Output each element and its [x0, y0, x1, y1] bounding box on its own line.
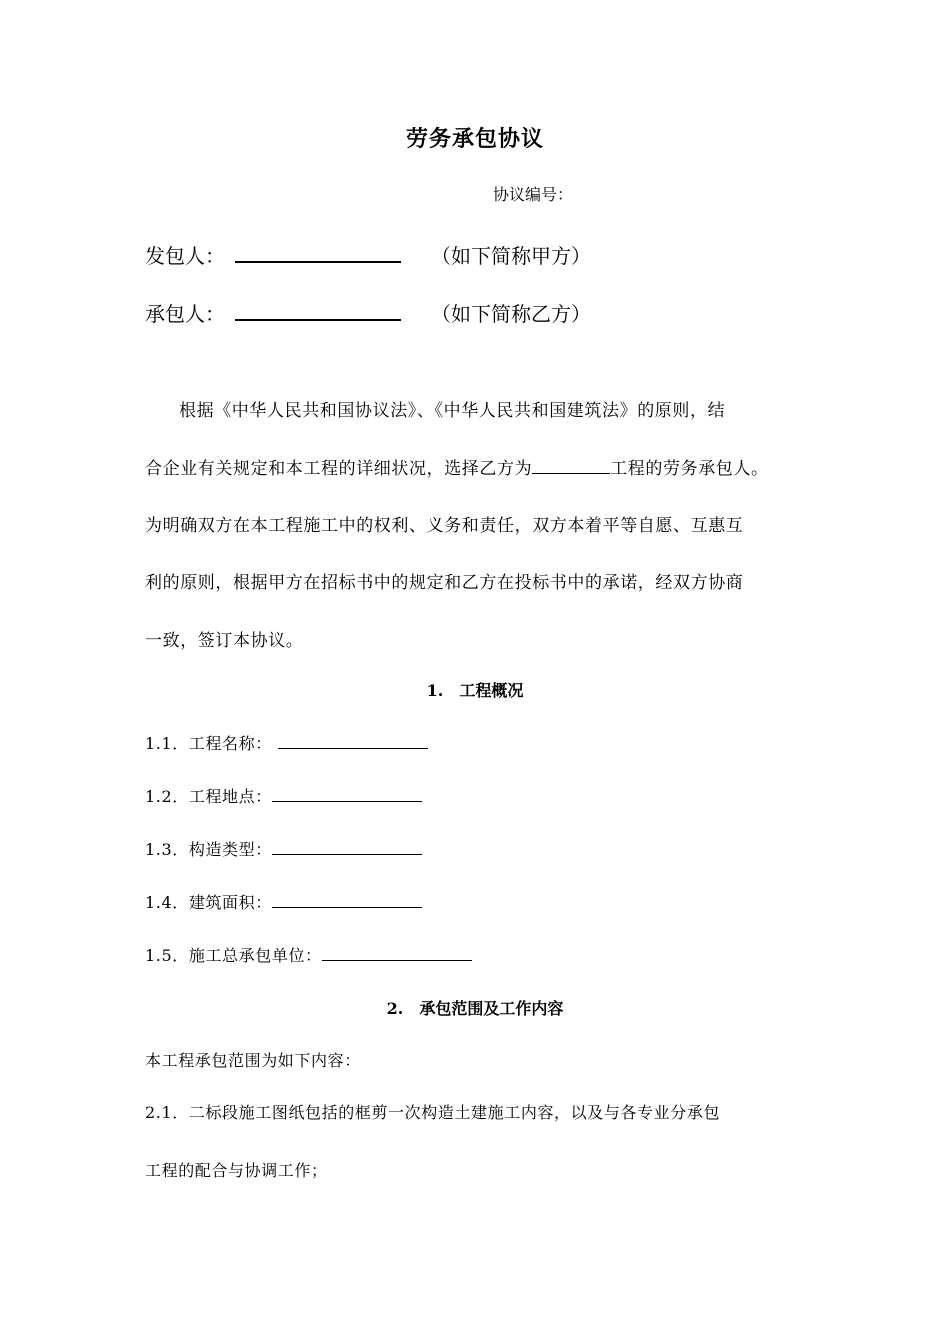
- item-1-2-label: 工程地点：: [188, 787, 272, 806]
- item-1-5: [145, 943, 472, 966]
- item-1-3-label: 构造类型：: [188, 840, 272, 859]
- preamble-line-3: 为明确双方在本工程施工中的权利、义务和责任，双方本着平等自愿、互惠互: [145, 516, 744, 536]
- party-b-note: （如下简称乙方）: [431, 302, 591, 326]
- item-1-1-label: 工程名称：: [188, 734, 272, 753]
- item-1-5-label: 施工总承包单位：: [188, 946, 322, 965]
- item-1-2-blank: [272, 785, 422, 802]
- section-2-heading: [0, 996, 950, 1019]
- item-1-4-label: 建筑面积：: [188, 893, 272, 912]
- section-2-intro: 本工程承包范围为如下内容：: [145, 1051, 361, 1070]
- agreement-number-label: 协议编号：: [493, 185, 574, 204]
- section-2-number: 2.: [386, 999, 404, 1018]
- preamble-line-1: 根据《中华人民共和国协议法》、《中华人民共和国建筑法》的原则，结: [179, 401, 726, 421]
- document-title: 劳务承包协议: [405, 126, 544, 152]
- preamble-line-2-end: 工程的劳务承包人。: [610, 459, 769, 479]
- party-b-label: 承包人：: [145, 302, 225, 326]
- party-a-blank: [235, 241, 401, 263]
- preamble-line-2-start: 合企业有关规定和本工程的详细状况，选择乙方为: [145, 459, 533, 479]
- item-1-5-blank: [322, 944, 472, 961]
- item-1-2: [145, 784, 422, 807]
- preamble-line-2: [145, 454, 769, 479]
- section-1-title: 工程概况: [459, 681, 524, 700]
- item-1-2-number: 1.2．: [145, 787, 189, 806]
- item-2-1-line-1: 2.1．二标段施工图纸包括的框剪一次构造土建施工内容，以及与各专业分承包: [145, 1103, 721, 1122]
- preamble-line-4: 利的原则，根据甲方在招标书中的规定和乙方在投标书中的承诺，经双方协商: [145, 573, 744, 593]
- section-1-heading: [0, 678, 950, 701]
- item-1-1-number: 1.1．: [145, 734, 189, 753]
- preamble-line-5: 一致，签订本协议。: [145, 631, 304, 651]
- section-1-number: 1.: [426, 681, 444, 700]
- party-b-row: [145, 298, 591, 327]
- item-1-3-blank: [272, 838, 422, 855]
- item-1-1-blank: [278, 732, 428, 749]
- party-a-note: （如下简称甲方）: [431, 244, 591, 268]
- item-1-4-blank: [272, 891, 422, 908]
- item-1-3-number: 1.3．: [145, 840, 189, 859]
- item-2-1-line-2: 工程的配合与协调工作；: [145, 1161, 328, 1180]
- party-a-row: [145, 240, 591, 269]
- item-1-1: [145, 731, 428, 754]
- item-1-5-number: 1.5．: [145, 946, 189, 965]
- party-b-blank: [235, 299, 401, 321]
- project-name-blank: [532, 457, 610, 474]
- item-1-3: [145, 837, 422, 860]
- item-1-4-number: 1.4．: [145, 893, 189, 912]
- party-a-label: 发包人：: [145, 244, 225, 268]
- section-2-title: 承包范围及工作内容: [419, 999, 564, 1018]
- item-1-4: [145, 890, 422, 913]
